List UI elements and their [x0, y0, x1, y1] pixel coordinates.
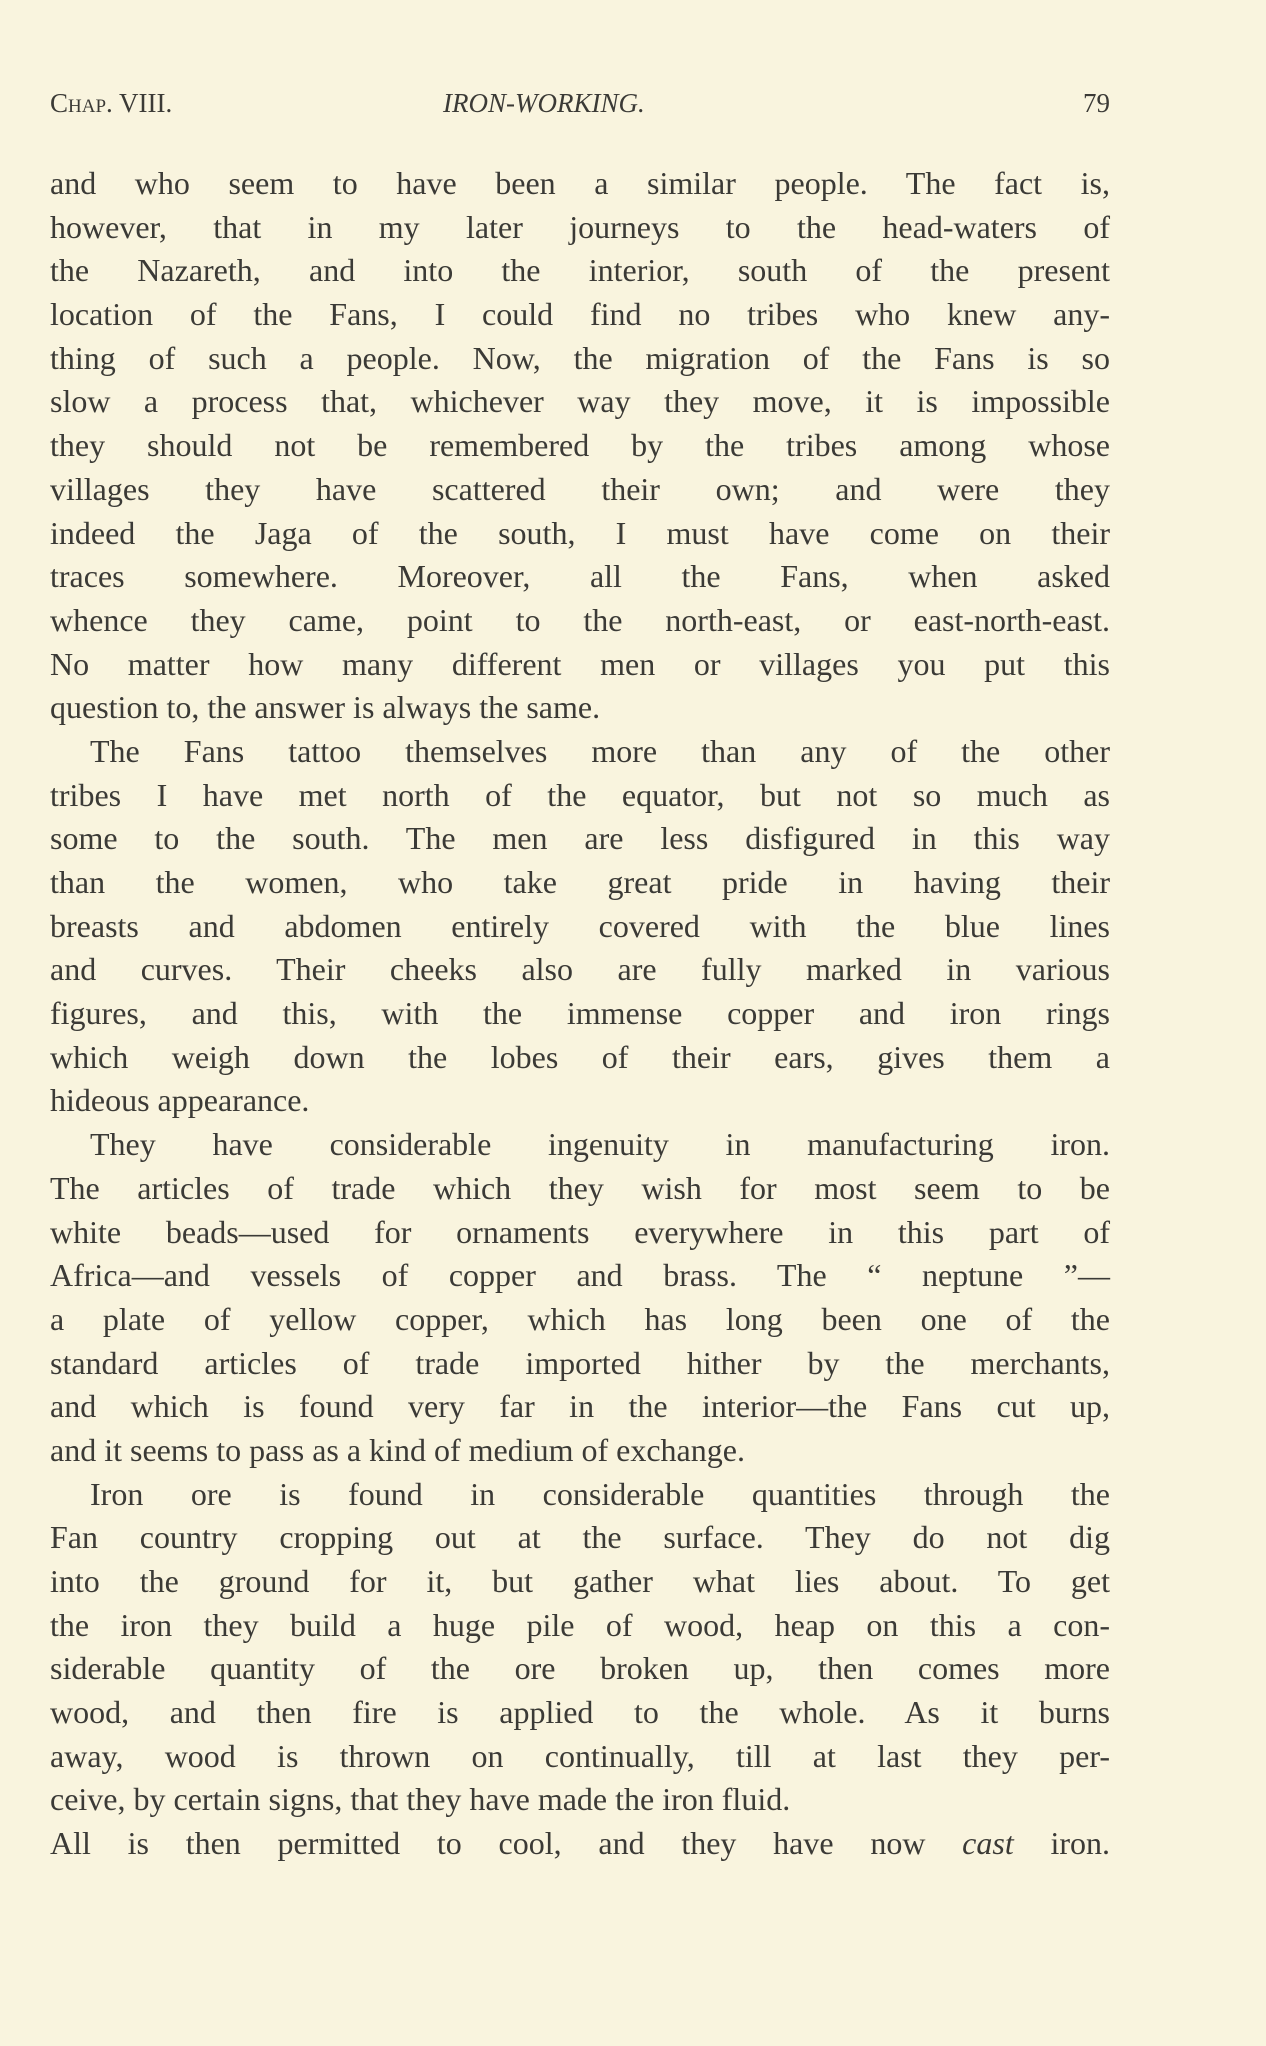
text-line: into the ground for it, but gather what lies about. To get: [50, 1563, 1110, 1599]
text-line: thing of such a people. Now, the migration of the Fans is so: [50, 339, 1110, 376]
text-line: standard articles of trade imported hither by the merchants,: [50, 1344, 1110, 1381]
paragraph: [50, 1473, 1110, 1866]
text-line: traces somewhere. Moreover, all the Fans, when asked: [50, 558, 1110, 595]
text-line-final: [50, 1822, 1110, 1866]
text-line: Africa—and vessels of copper and brass. The “ neptune ”—: [50, 1257, 1110, 1294]
text-line: slow a process that, whichever way they move, it is impossible: [50, 383, 1110, 420]
text-line: Fan country cropping out at the surface. They do not dig: [50, 1519, 1110, 1556]
text-line: ceive, by certain signs, that they have made the iron fluid.: [50, 1781, 791, 1818]
paragraph: [50, 1123, 1110, 1473]
text-line: figures, and this, with the immense copper and iron rings: [50, 995, 1110, 1032]
text-line: and who seem to have been a similar people. The fact is,: [50, 165, 1110, 201]
emphasized-word: cast: [962, 1825, 1014, 1862]
text-line: the iron they build a huge pile of wood, heap on this a con-: [50, 1606, 1110, 1643]
text-line: tribes I have met north of the equator, but not so much as: [50, 776, 1110, 813]
page-number: 79: [1083, 88, 1110, 118]
text-line: The articles of trade which they wish for most seem to be: [50, 1169, 1110, 1206]
text-line: some to the south. The men are less disfigured in this way: [50, 820, 1110, 857]
text-line: than the women, who take great pride in having their: [50, 864, 1110, 900]
text-line: the Nazareth, and into the interior, south of the present: [50, 252, 1110, 289]
text-line: Iron ore is found in considerable quantities through the: [90, 1475, 1110, 1512]
text-line: question to, the answer is always the same.: [50, 689, 601, 726]
text-line: whence they came, point to the north-east, or east-north-east.: [50, 601, 1110, 638]
running-title: IRON-WORKING.: [443, 88, 645, 118]
text-fragment: All is then permitted to cool, and they have now: [50, 1825, 963, 1862]
text-line: and which is found very far in the interior—the Fans cut up,: [50, 1388, 1110, 1425]
text-line: which weigh down the lobes of their ears, gives them a: [50, 1038, 1110, 1075]
text-line: breasts and abdomen entirely covered with the blue lines: [50, 907, 1110, 944]
text-line: The Fans tattoo themselves more than any of the other: [90, 732, 1110, 769]
text-line: however, that in my later journeys to the head-waters of: [50, 208, 1110, 245]
text-line: location of the Fans, I could find no tribes who knew any-: [50, 296, 1110, 333]
paragraph: [50, 162, 1110, 730]
text-line: villages they have scattered their own; and were they: [50, 470, 1110, 507]
text-line: siderable quantity of the ore broken up, then comes more: [50, 1650, 1110, 1687]
chapter-label: Chap. VIII.: [50, 88, 173, 118]
text-line: They have considerable ingenuity in manufacturing iron.: [90, 1126, 1110, 1163]
text-line: a plate of yellow copper, which has long been one of the: [50, 1300, 1110, 1337]
text-fragment: iron.: [1013, 1825, 1111, 1862]
body-text: [50, 162, 1110, 1866]
running-header: [50, 88, 1110, 128]
text-line: hideous appearance.: [50, 1082, 310, 1119]
text-line: white beads—used for ornaments everywhere in this part of: [50, 1213, 1110, 1250]
text-line: and curves. Their cheeks also are fully marked in various: [50, 951, 1110, 988]
text-line: away, wood is thrown on continually, till at last they per-: [50, 1737, 1110, 1774]
text-line: wood, and then fire is applied to the whole. As it burns: [50, 1694, 1110, 1731]
paragraph: [50, 730, 1110, 1123]
text-line: No matter how many different men or villages you put this: [50, 645, 1110, 682]
text-line: and it seems to pass as a kind of medium of exchange.: [50, 1431, 745, 1468]
text-line: indeed the Jaga of the south, I must have come on their: [50, 514, 1110, 551]
text-line: they should not be remembered by the tribes among whose: [50, 427, 1110, 464]
